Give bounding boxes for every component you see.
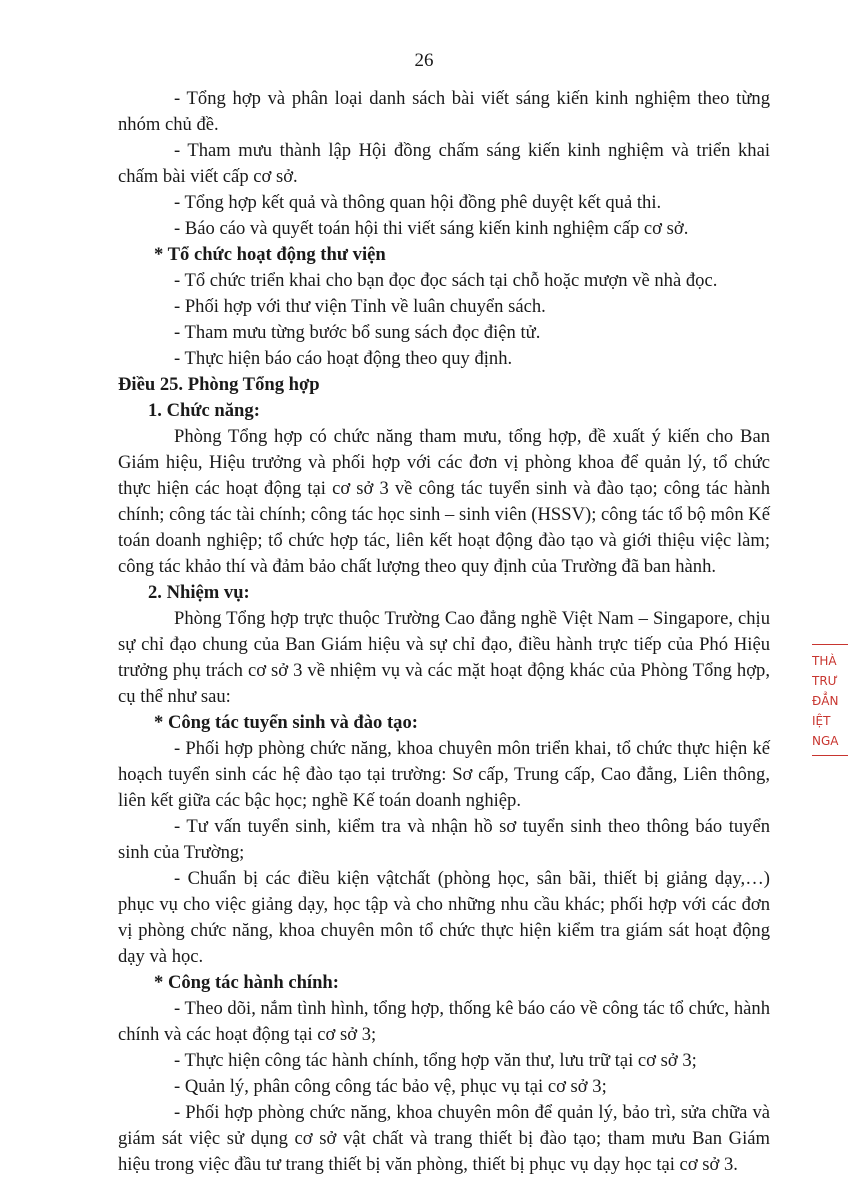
paragraph: - Phối hợp với thư viện Tỉnh về luân chuyển sách.	[174, 296, 546, 317]
paragraph: - Báo cáo và quyết toán hội thi viết sáng kiến kinh nghiệm cấp cơ sở.	[174, 218, 689, 239]
paragraph: - Tổng hợp và phân loại danh sách bài viết sáng kiến kinh nghiệm theo từng nhóm chủ đề.	[118, 88, 770, 135]
paragraph: - Chuẩn bị các điều kiện vậtchất (phòng học, sân bãi, thiết bị giảng dạy,…) phục vụ cho việc giảng dạy, học tập và cho những nhu cầu khác; phối hợp với các đơn vị phòng chức năng, khoa chuyên môn tổ chức thực hiện kiểm tra giám sát hoạt động dạy và học.	[118, 868, 770, 967]
paragraph: - Quản lý, phân công công tác bảo vệ, phục vụ tại cơ sở 3;	[174, 1076, 607, 1097]
subsection-heading: 1. Chức năng:	[148, 400, 260, 421]
stamp-border	[812, 644, 848, 645]
page-number: 26	[414, 50, 434, 71]
paragraph: Phòng Tổng hợp trực thuộc Trường Cao đẳng nghề Việt Nam – Singapore, chịu sự chỉ đạo chung của Ban Giám hiệu và sự chỉ đạo, điều hành trực tiếp của Phó Hiệu trưởng phụ trách cơ sở 3 về nhiệm vụ và các mặt hoạt động khác của Phòng Tổng hợp, cụ thể như sau:	[118, 608, 770, 707]
stamp-text: NGA	[812, 734, 839, 748]
paragraph: - Tổ chức triển khai cho bạn đọc đọc sách tại chỗ hoặc mượn về nhà đọc.	[174, 270, 718, 291]
paragraph: Phòng Tổng hợp có chức năng tham mưu, tổng hợp, đề xuất ý kiến cho Ban Giám hiệu, Hiệu trưởng và phối hợp với các đơn vị phòng khoa để quản lý, tổ chức thực hiện các hoạt động tại cơ sở 3 về công tác tuyển sinh và đào tạo; công tác hành chính; công tác tài chính; công tác học sinh – sinh viên (HSSV); công tác tổ bộ môn Kế toán doanh nghiệp; tổ chức hợp tác, liên kết hoạt động đào tạo và giới thiệu việc làm; công tác khảo thí và đảm bảo chất lượng theo quy định của Trường đã ban hành.	[118, 426, 770, 577]
stamp-text: ĐẲN	[812, 694, 839, 708]
paragraph: - Tổng hợp kết quả và thông quan hội đồng phê duyệt kết quả thi.	[174, 192, 662, 213]
section-heading: * Tổ chức hoạt động thư viện	[154, 244, 386, 265]
paragraph: - Thực hiện công tác hành chính, tổng hợp văn thư, lưu trữ tại cơ sở 3;	[174, 1050, 697, 1071]
stamp-text: THÀ	[812, 654, 837, 668]
paragraph: - Phối hợp phòng chức năng, khoa chuyên môn triển khai, tổ chức thực hiện kế hoạch tuyển sinh các hệ đào tạo tại trường: Sơ cấp, Trung cấp, Cao đẳng, Liên thông, liên kết giữa các bậc học; nghề Kế toán doanh nghiệp.	[118, 738, 770, 811]
paragraph: - Phối hợp phòng chức năng, khoa chuyên môn để quản lý, bảo trì, sửa chữa và giám sát việc sử dụng cơ sở vật chất và trang thiết bị đào tạo; tham mưu Ban Giám hiệu trong việc đầu tư trang thiết bị văn phòng, thiết bị phục vụ dạy học tại cơ sở 3.	[118, 1102, 770, 1175]
section-heading: * Công tác hành chính:	[154, 972, 339, 993]
paragraph: - Theo dõi, nắm tình hình, tổng hợp, thống kê báo cáo về công tác tổ chức, hành chính và các hoạt động tại cơ sở 3;	[118, 998, 770, 1045]
document-body	[118, 86, 770, 1178]
section-heading: * Công tác tuyển sinh và đào tạo:	[154, 712, 418, 733]
stamp-text: IỆT	[812, 714, 831, 728]
paragraph: - Tham mưu từng bước bổ sung sách đọc điện tử.	[174, 322, 541, 343]
subsection-heading: 2. Nhiệm vụ:	[148, 582, 250, 603]
seal-stamp	[812, 640, 848, 800]
stamp-text: TRƯ	[812, 674, 838, 688]
paragraph: - Tham mưu thành lập Hội đồng chấm sáng kiến kinh nghiệm và triển khai chấm bài viết cấp cơ sở.	[118, 140, 770, 187]
stamp-border	[812, 755, 848, 756]
paragraph: - Thực hiện báo cáo hoạt động theo quy định.	[174, 348, 513, 369]
paragraph: - Tư vấn tuyển sinh, kiểm tra và nhận hồ sơ tuyển sinh theo thông báo tuyển sinh của Trường;	[118, 816, 770, 863]
article-heading: Điều 25. Phòng Tổng hợp	[118, 374, 320, 395]
